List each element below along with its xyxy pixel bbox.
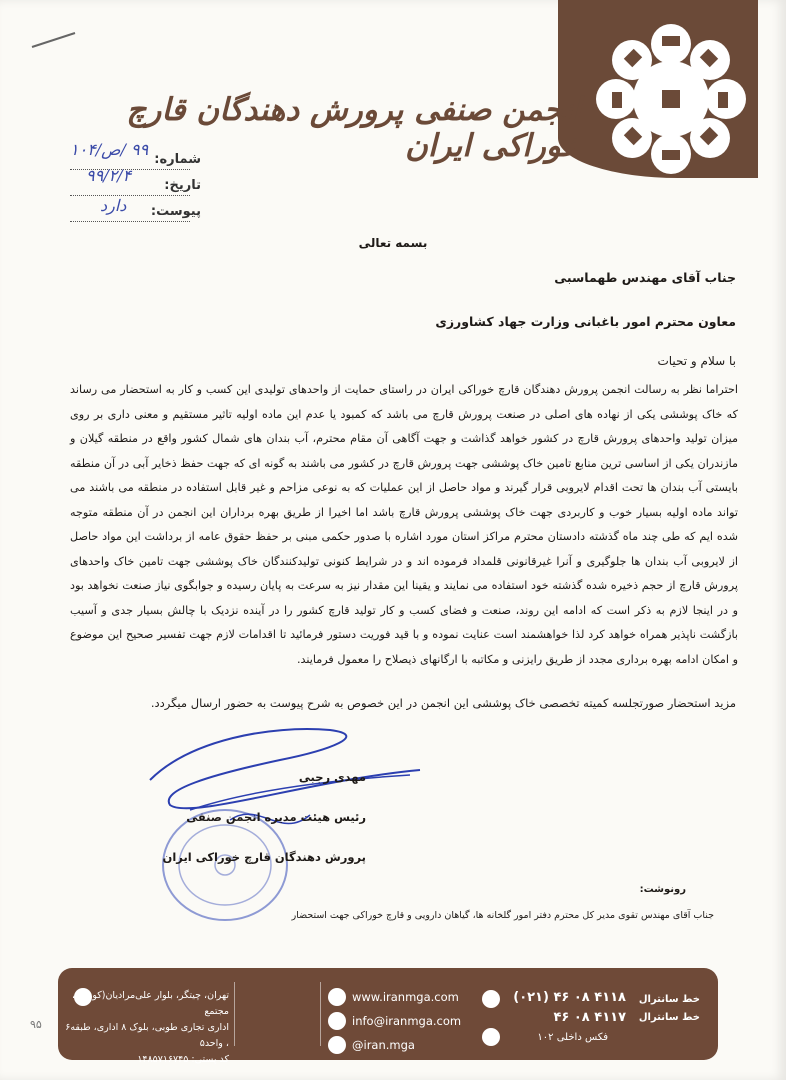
fax-icon	[482, 1028, 500, 1046]
page-number: ۹۵	[30, 1018, 42, 1031]
date-value: ۹۹/۲/۴	[86, 166, 132, 185]
central-number-1: (۰۲۱) ۴۶ ۰۸ ۴۱۱۸	[513, 990, 626, 1005]
cc-line: جناب آقای مهندس تقوی مدیر کل محترم دفتر امور گلخانه ها، گیاهان دارویی و قارچ خوراکی جهت استحضار	[291, 910, 714, 921]
number-label: شماره:	[154, 152, 201, 167]
instagram-link[interactable]: @iran.mga	[352, 1038, 415, 1052]
signer-name: مهدی رجبی	[298, 770, 366, 784]
letter-body: احتراما نظر به رسالت انجمن پرورش دهندگان قارچ خوراکی ایران در راستای حمایت از واحدهای تولیدی این کسب و کار به استحضار می رساند که خاک پوششی یکی از نهاده های اصلی در صنعت پرورش قارچ می باشد که کمبود یا عدم این ماده اولیه تاثیر مستقیم و معنی داری بر روی میزان تولید واحدهای پرورش قارچ در کشور خواهد گذاشت و جهت آگاهی آن مقام محترم، آب بندان های شمال کشور واقع در منطقه گیلان و مازندران یکی از اساسی ترین منابع تامین خاک پوششی جهت پرورش قارچ در کشور می باشند به گونه ای که جهت حفظ ذخایر آبی در آن منطقه بایستی آب بندان ها تحت اقدام لایروبی قرار گیرند و مواد حاصل از این عملیات که به نوعی مزاحم و غیر قابل استفاده در منطقه می باشند می تواند ماده اولیه بسیار خوب و کاربردی جهت خاک پوششی پرورش قارچ باشد اما اخیرا از طریق بهره برداران این انجمن در آن منطقه متوجه شده ایم که طی چند ماه گذشته دادستان محترم مراکز استان مورد اشاره با صدور حکمی مبنی بر حفظ حقوق عامه از برداشت این مواد حاصل از لایروبی آب بندان ها جلوگیری و آنرا غیرقانونی قلمداد فرموده اند و در شرایط کنونی تولیدکنندگان خاک پوششی جهت تامین خاک واحدهای پرورش قارچ از حجم ذخیره شده گذشته خود استفاده می نمایند و یقینا این مقدار نیز به سرعت به پایان رسیده و جوابگوی نیاز صنعت نخواهد بود و در اینجا لازم به ذکر است که ادامه این روند، صنعت و فضای کسب و کار تولید قارچ کشور را در آینده نزدیک با چالش بسیار جدی و آسیب بازگشت ناپذیر همراه خواهد کرد لذا خواهشمند است عنایت نموده و با قید فوریت دستور فرمائید تا اقدامات لازم جهت تفسیر صحیح این موضوع و امکان ادامه بهره برداری مجدد از طریق رایزنی و مکاتبه با ارگانهای ذیصلاح را معمول فرمایند.	[70, 383, 738, 666]
pen-mark	[30, 30, 80, 50]
footer-divider-2	[234, 982, 235, 1046]
central-number-2: ۴۶ ۰۸ ۴۱۱۷	[553, 1010, 626, 1025]
central-label-2: خط سانترال	[638, 1012, 700, 1023]
mail-icon	[328, 1012, 346, 1030]
central-label-1: خط سانترال	[638, 994, 700, 1005]
address	[64, 988, 229, 1068]
address-line-2: اداری تجاری طوبی، بلوک ۸ اداری، طبقه۶ ، واحد۵	[65, 1022, 229, 1049]
signer-org: پرورش دهندگان قارچ خوراکی ایران	[162, 850, 366, 864]
number-value: ۹۹ /ص/۱۰۴	[70, 140, 149, 159]
org-title: انجمن صنفی پرورش دهندگان قارچ خوراکی ایران	[126, 92, 581, 164]
signer-title: رئیس هیئت مدیره انجمن صنفی	[186, 810, 366, 824]
letter-closing: مزید استحضار صورتجلسه کمیته تخصصی خاک پوششی این انجمن در این خصوص به شرح پیوست به حضور ارسال میگردد.	[150, 696, 736, 710]
mushroom-logo-icon	[596, 24, 746, 174]
date-label: تاریخ:	[164, 178, 201, 193]
cc-label: رونوشت:	[639, 884, 686, 895]
phone-icon	[482, 990, 500, 1008]
address-line-1: تهران، چیتگر، بلوار علی‌مرادیان(کوهک)، مجتمع	[72, 990, 229, 1017]
recipient-title: معاون محترم امور باغبانی وزارت جهاد کشاورزی	[435, 314, 736, 329]
footer	[58, 968, 718, 1065]
fax-number: فکس داخلی ۱۰۲	[537, 1032, 608, 1043]
footer-divider-1	[320, 982, 321, 1046]
date-dots	[70, 194, 190, 196]
recipient-name: جناب آقای مهندس طهماسبی	[554, 270, 736, 285]
bismillah: بسمه تعالی	[358, 236, 428, 250]
instagram-icon	[328, 1036, 346, 1054]
attachment-dots	[70, 220, 190, 222]
email-link[interactable]: info@iranmga.com	[352, 1014, 462, 1028]
attachment-value: دارد	[100, 196, 127, 215]
salutation: با سلام و تحیات	[657, 354, 736, 368]
attachment-label: پیوست:	[150, 204, 201, 219]
postal-code: کد پستی: ۱۴۸۵۷۱۶۷۴۵	[137, 1054, 229, 1065]
globe-icon	[328, 988, 346, 1006]
website-link[interactable]: www.iranmga.com	[352, 990, 459, 1004]
